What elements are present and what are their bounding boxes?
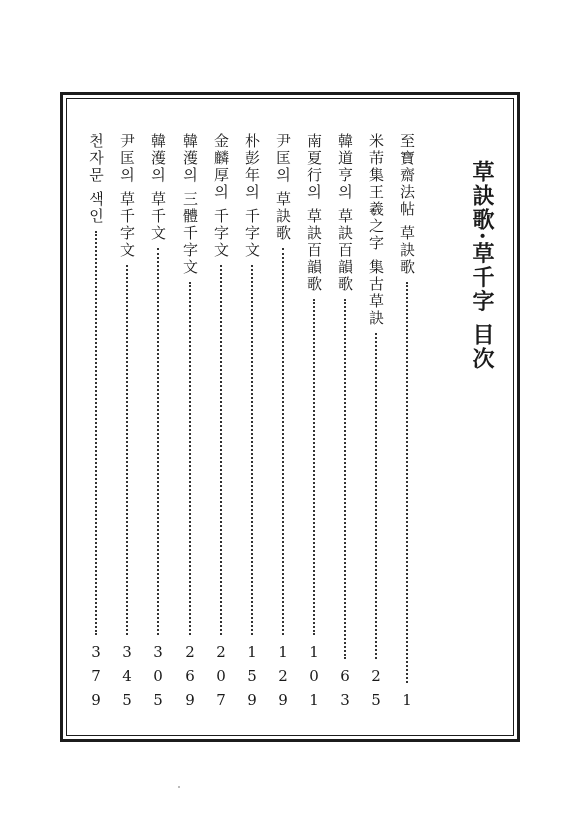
toc-entry-page: 25 — [367, 667, 385, 715]
toc-entry-page: 379 — [87, 643, 105, 715]
toc-entry-title: 米芾集王羲之字 集古草訣 — [367, 133, 385, 327]
dot-leader — [126, 265, 128, 635]
toc-entry-title: 尹匡의 草訣歌 — [274, 133, 292, 242]
toc-entry[interactable] — [302, 133, 326, 715]
toc-entry[interactable] — [84, 133, 108, 715]
toc-entry[interactable] — [271, 133, 295, 715]
toc-entry[interactable] — [115, 133, 139, 715]
toc-entry[interactable] — [209, 133, 233, 715]
toc-entry-page: 129 — [274, 643, 292, 715]
toc-entry-page: 305 — [149, 643, 167, 715]
toc-entry-title: 至寶齋法帖 草訣歌 — [398, 133, 416, 276]
toc-entry-title: 朴彭年의 千字文 — [243, 133, 261, 259]
toc-entry[interactable] — [240, 133, 264, 715]
toc-entry-title: 韓濩의 草千文 — [149, 133, 167, 242]
dot-leader — [157, 248, 159, 635]
toc-entry-page: 1 — [398, 691, 416, 715]
dot-leader — [282, 248, 284, 635]
toc-entry-page: 63 — [336, 667, 354, 715]
toc-entry-title: 韓道亨의 草訣百韻歌 — [336, 133, 354, 293]
dot-leader — [313, 299, 315, 635]
dot-leader — [189, 282, 191, 635]
dot-leader — [95, 231, 97, 635]
toc-entry-page: 345 — [118, 643, 136, 715]
dot-leader — [344, 299, 346, 659]
scan-speck — [178, 786, 180, 788]
toc-entry-title: 南夏行의 草訣百韻歌 — [305, 133, 323, 293]
toc-entry-page: 101 — [305, 643, 323, 715]
toc-entry-title: 韓濩의 三體千字文 — [181, 133, 199, 276]
toc-entry-title: 金麟厚의 千字文 — [212, 133, 230, 259]
toc-entry[interactable] — [395, 133, 419, 715]
dot-leader — [220, 265, 222, 635]
dot-leader — [251, 265, 253, 635]
toc-entry[interactable] — [178, 133, 202, 715]
toc-entry[interactable] — [364, 133, 388, 715]
toc-entry-page: 159 — [243, 643, 261, 715]
dot-leader — [375, 333, 377, 659]
toc-entry-title: 尹匡의 草千字文 — [118, 133, 136, 259]
toc-entry-page: 207 — [212, 643, 230, 715]
dot-leader — [406, 282, 408, 683]
page-title: 草訣歌·草千字 目次 — [469, 160, 495, 372]
toc-entry[interactable] — [333, 133, 357, 715]
toc-entry-title: 천자문 색인 — [87, 133, 105, 225]
toc-entry[interactable] — [146, 133, 170, 715]
toc-entry-page: 269 — [181, 643, 199, 715]
